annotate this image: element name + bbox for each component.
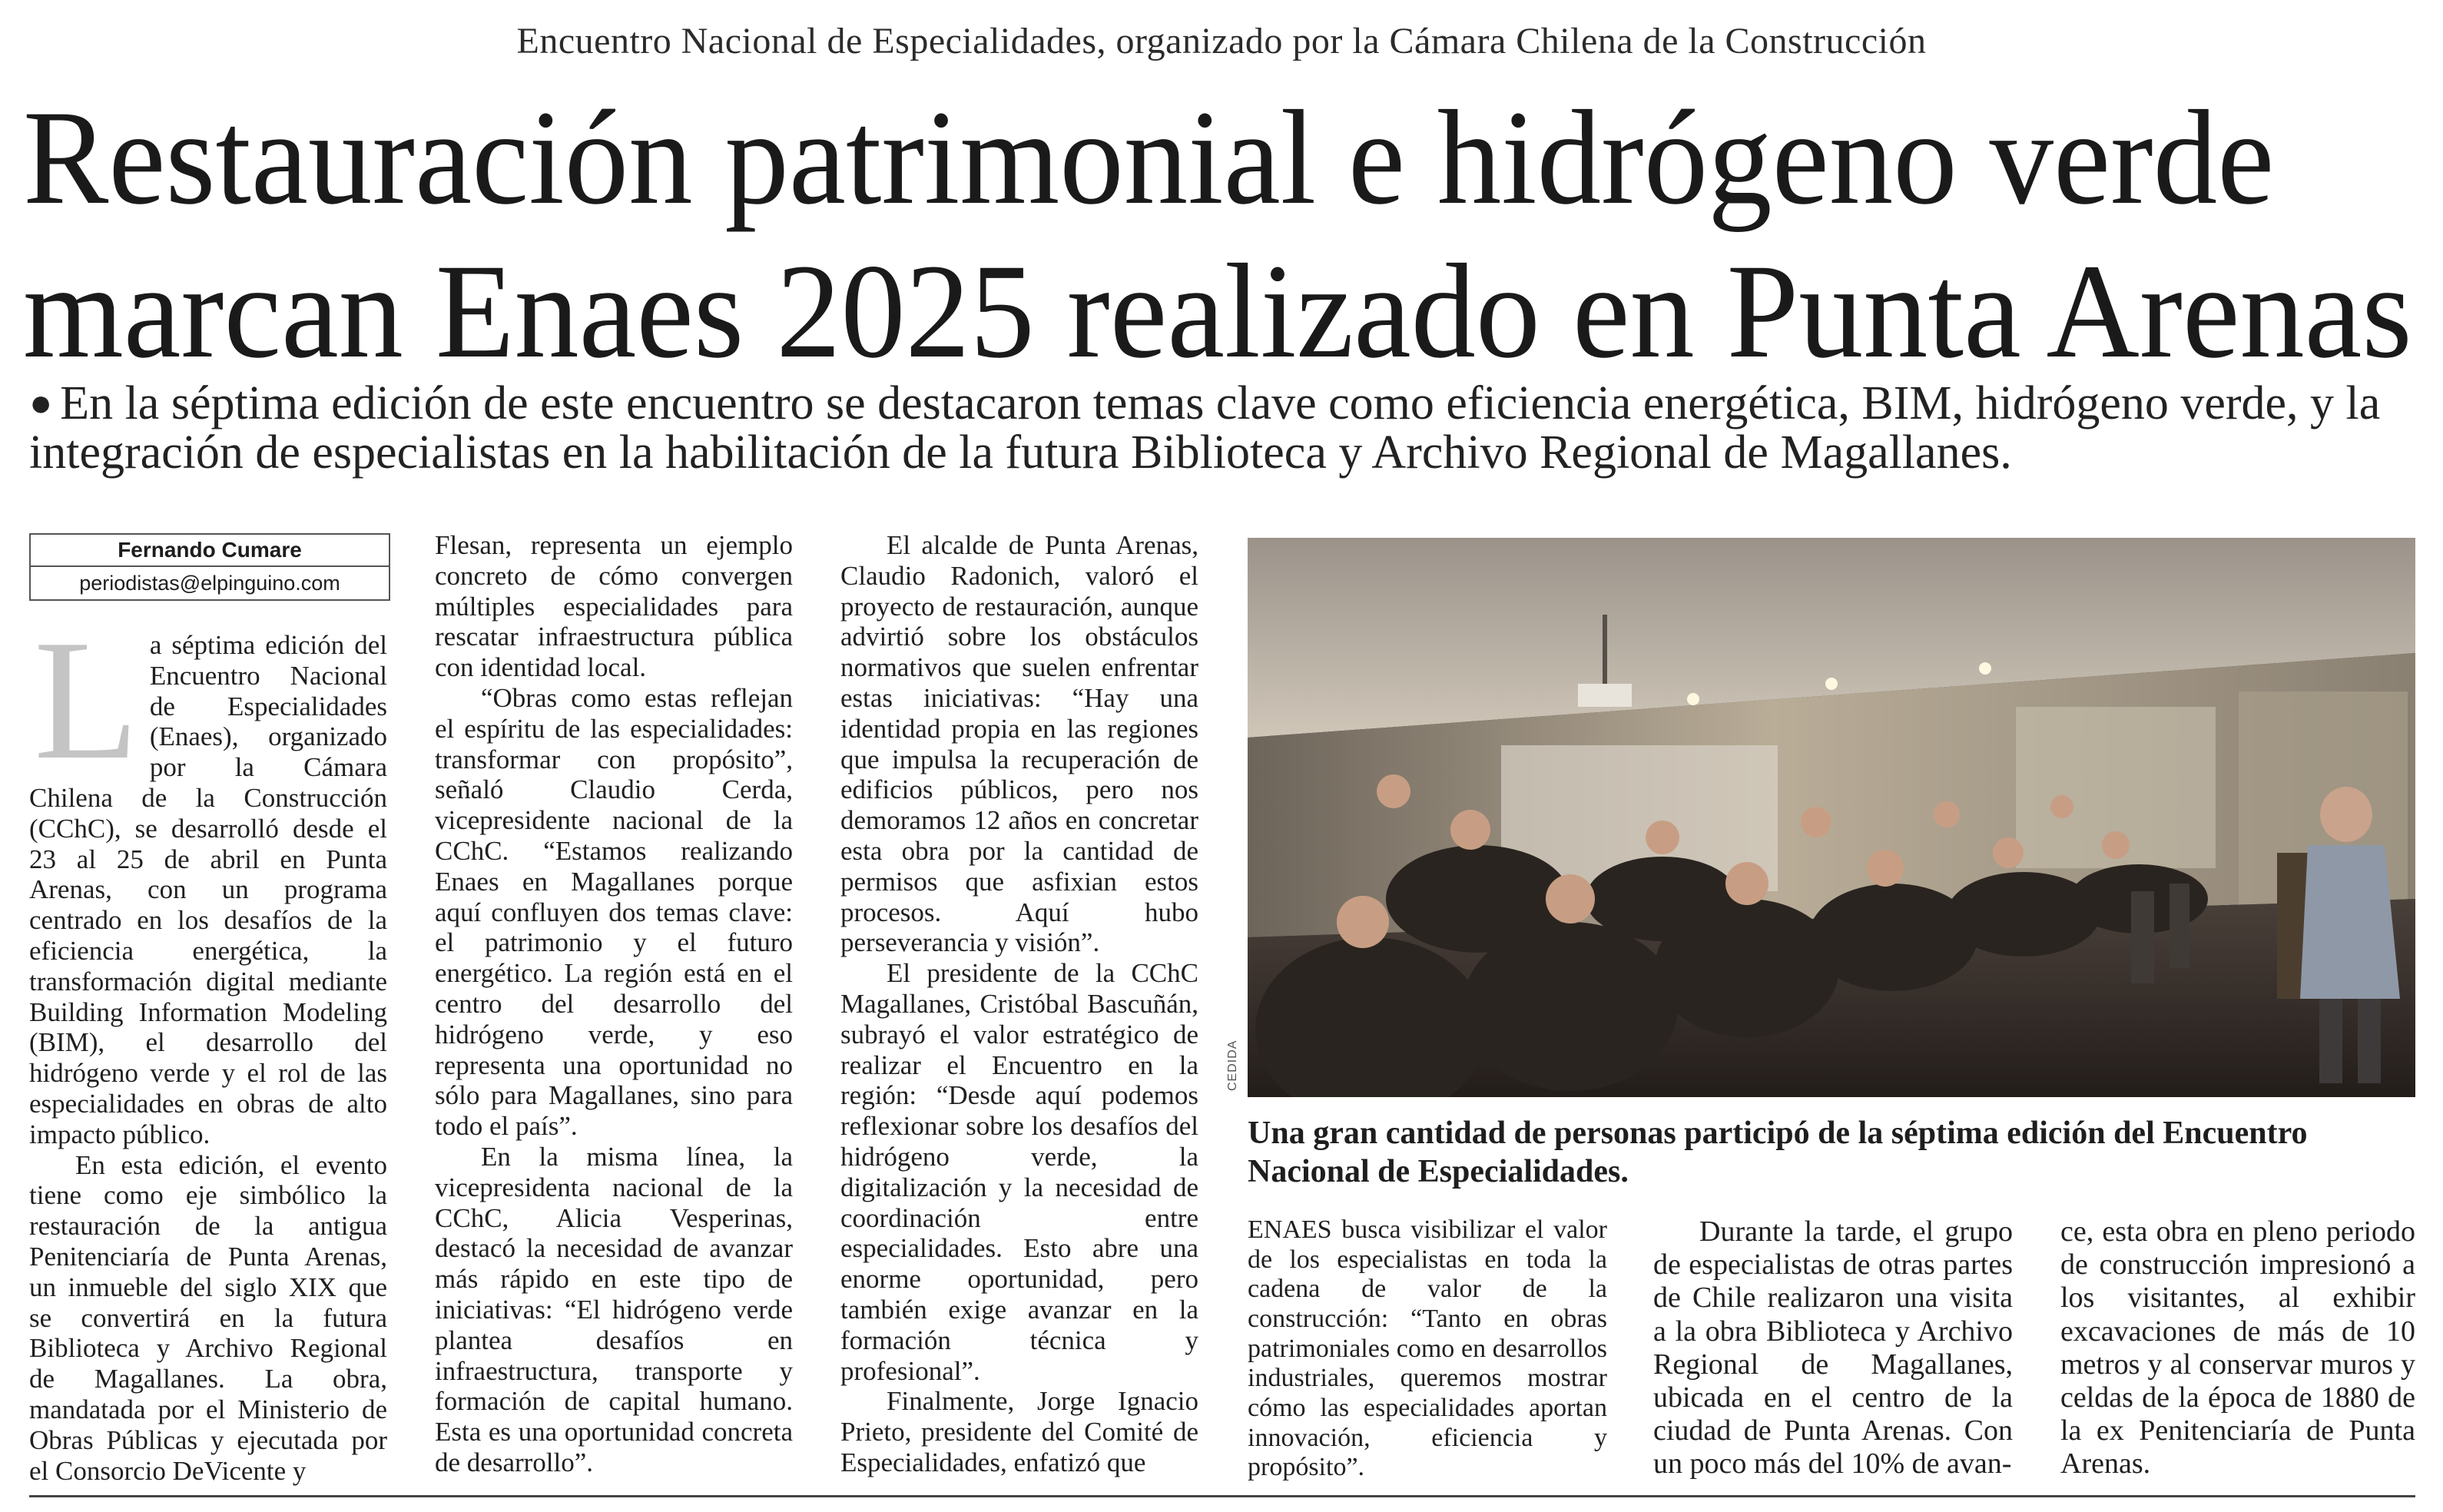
deck-text: En la séptima edición de este encuentro se destacaron temas clave como eficiencia energética, BIM, hidrógeno verde, y la integración de especialistas en la habilitación de la futura Biblioteca y Archivo Regional de Magallanes. — [29, 377, 2381, 479]
author-name: Fernando Cumare — [31, 535, 389, 567]
dropcap: L — [34, 605, 139, 795]
paragraph: El alcalde de Punta Arenas, Claudio Radonich, valoró el proyecto de restauración, aunque advirtió sobre los obstáculos normativos que suelen enfrentar estas iniciativas: “Hay una identidad propia en las regiones que impulsa la recuperación de edificios públicos, pero nos demoramos 12 años en concretar esta obra por la cantidad de permisos que asfixian estos procesos. Aquí hubo perseverancia y visión”. — [840, 530, 1198, 958]
article-column-6 — [2060, 1215, 2415, 1481]
article-column-2 — [435, 530, 793, 1478]
paragraph: ce, esta obra en pleno periodo de construcción impresionó a los visitantes, al exhibir excavaciones de más de 10 metros y al conservar muros y celdas de la época de 1880 de la ex Penitenciaría de Punta Arenas. — [2060, 1215, 2415, 1480]
photo-credit: CEDIDA — [1226, 1040, 1239, 1091]
deck — [29, 378, 2426, 477]
paragraph: Flesan, representa un ejemplo concreto de cómo convergen múltiples especialidades para rescatar infraestructura pública con identidad local. — [435, 530, 793, 683]
photo-caption: Una gran cantidad de personas participó de la séptima edición del Encuentro Nacional de Especialidades. — [1248, 1116, 2308, 1189]
paragraph: ENAES busca visibilizar el valor de los especialistas en toda la cadena de valor de la construcción: “Tanto en obras patrimoniales como en desarrollos industriales, queremos mostrar cómo las especialidades aportan innovación, eficiencia y propósito”. — [1248, 1215, 1607, 1482]
paragraph: En la misma línea, la vicepresidenta nacional de la CChC, Alicia Vesperinas, destacó la necesidad de avanzar más rápido en este tipo de iniciativas: “El hidrógeno verde plantea desafíos en infraestructura, transporte y formación de capital humano. Esta es una oportunidad concreta de desarrollo”. — [435, 1141, 793, 1477]
event-photo — [1248, 538, 2415, 1097]
article-column-5 — [1653, 1215, 2013, 1481]
event-photo-illustration — [1248, 538, 2415, 1097]
headline-line-2: marcan Enaes 2025 realizado en Punta Arenas — [23, 237, 2412, 386]
article-column-4 — [1248, 1215, 1607, 1483]
bullet-icon: ● — [29, 381, 53, 424]
article-column-3 — [840, 530, 1198, 1478]
headline — [23, 81, 2420, 389]
paragraph: Finalmente, Jorge Ignacio Prieto, presidente del Comité de Especialidades, enfatizó que — [840, 1386, 1198, 1477]
author-email: periodistas@elpinguino.com — [79, 572, 340, 595]
paragraph: “Obras como estas reflejan el espíritu de las especialidades: transformar con propósito”, señaló Claudio Cerda, vicepresidente nacional de la CChC. “Estamos realizando Enaes en Magallanes porque aquí confluyen dos temas clave: el patrimonio y el futuro energético. La región está en el centro del desarrollo del hidrógeno verde, y eso representa una oportunidad no sólo para Magallanes, sino para todo el país”. — [435, 682, 793, 1142]
kicker: Encuentro Nacional de Especialidades, organizado por la Cámara Chilena de la Construcción — [516, 21, 1927, 61]
paragraph: En esta edición, el evento tiene como eje simbólico la restauración de la antigua Penitenciaría de Punta Arenas, un inmueble del siglo XIX que se convertirá en la futura Biblioteca y Archivo Regional de Magallanes. La obra, mandatada por el Ministerio de Obras Públicas y ejecutada por el Consorcio DeVicente y — [29, 1149, 387, 1486]
paragraph: a séptima edición del Encuentro Nacional de Especialidades (Enaes), organizado por la Cámara Chilena de la Construcción (CChC), se desarrolló desde el 23 al 25 de abril en Punta Arenas, con un programa centrado en los desafíos de la eficiencia energética, la transformación digital mediante Building Information Modeling (BIM), el desarrollo del hidrógeno verde y el rol de las especialidades en obras de alto impacto público. — [29, 630, 387, 1149]
article-column-1 — [29, 605, 387, 1486]
paragraph: Durante la tarde, el grupo de especialistas de otras partes de Chile realizaron una visita a la obra Biblioteca y Archivo Regional de Magallanes, ubicada en el centro de la ciudad de Punta Arenas. Con un poco más del 10% de avan- — [1653, 1215, 2013, 1480]
paragraph: El presidente de la CChC Magallanes, Cristóbal Bascuñán, subrayó el valor estratégico de realizar el Encuentro en la región: “Desde aquí podemos reflexionar sobre los desafíos del hidrógeno verde, la digitalización y la necesidad de coordinación entre especialidades. Esto abre una enorme oportunidad, pero también exige avanzar en la formación técnica y profesional”. — [840, 958, 1198, 1386]
byline-box — [29, 533, 390, 601]
bottom-rule — [29, 1495, 2415, 1497]
headline-line-1: Restauración patrimonial e hidrógeno verde — [23, 83, 2275, 233]
